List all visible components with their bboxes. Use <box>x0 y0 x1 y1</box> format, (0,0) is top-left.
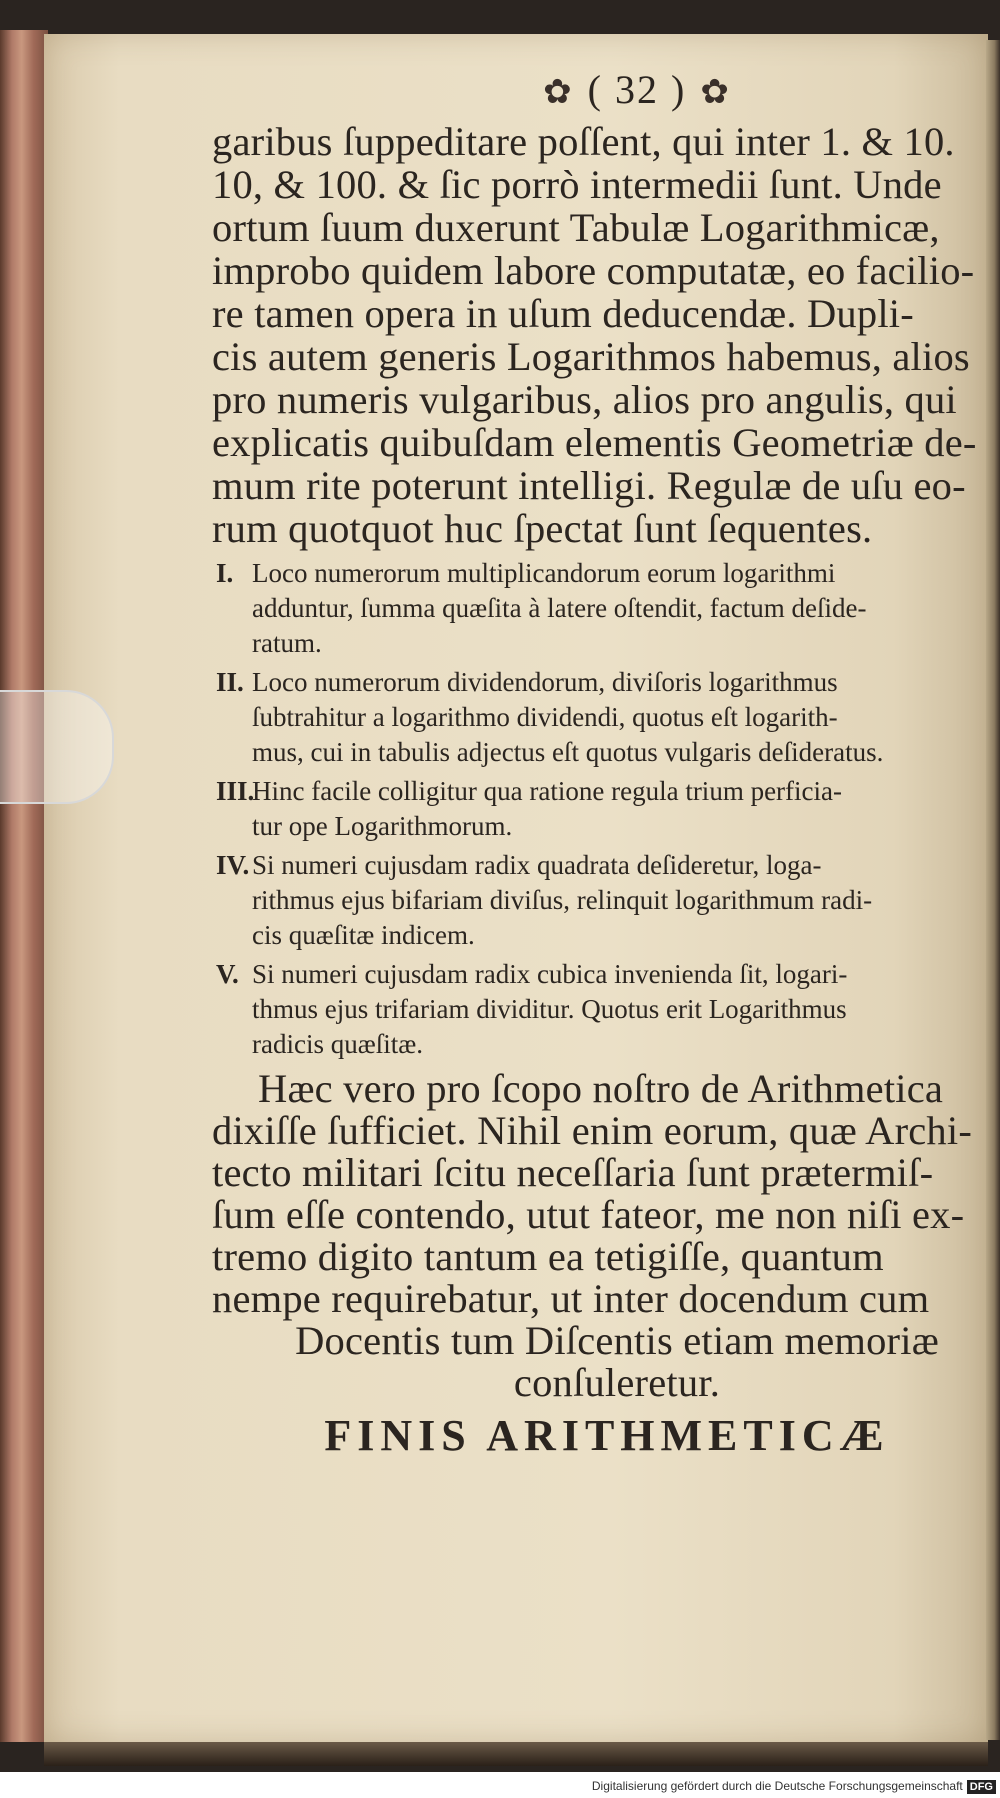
rule-line: radicis quæſitæ. <box>252 1029 423 1059</box>
rule-item <box>212 848 982 953</box>
digitization-footer <box>0 1776 996 1798</box>
rule-line: cis quæſitæ indicem. <box>252 920 475 950</box>
rule-number: V. <box>216 959 239 989</box>
finis-heading: FINIS ARITHMETICÆ <box>324 1411 890 1460</box>
rules-list <box>212 556 982 1062</box>
rule-number: III. <box>216 776 255 806</box>
text-line: tremo digito tantum ea tetigiſſe, quantum <box>212 1234 884 1279</box>
text-line: cis autem generis Logarithmos habemus, alios <box>212 334 970 379</box>
rule-item <box>212 556 982 661</box>
rule-line: tur ope Logarithmorum. <box>252 811 513 841</box>
rule-line: rithmus ejus bifariam diviſus, relinquit logarithmum radi- <box>252 885 873 915</box>
text-line: tecto militari ſcitu neceſſaria ſunt prætermiſ- <box>212 1150 934 1195</box>
ornament-right-icon: ✿ <box>700 74 731 111</box>
rule-number: I. <box>216 558 234 588</box>
rule-item <box>212 665 982 770</box>
rule-line: Si numeri cujusdam radix cubica invenienda ſit, logari- <box>252 959 848 989</box>
rule-line: mus, cui in tabulis adjectus eſt quotus vulgaris deſideratus. <box>252 737 884 767</box>
book-edge-right <box>986 40 1000 1740</box>
text-line: conſuleretur. <box>513 1360 721 1405</box>
rule-line: Loco numerorum multiplicandorum eorum logarithmi <box>252 558 836 588</box>
footer-credit: Digitalisierung gefördert durch die Deutsche Forschungsgemeinschaft <box>591 1779 963 1793</box>
text-line: ortum ſuum duxerunt Tabulæ Logarithmicæ, <box>212 205 940 250</box>
page-content <box>212 60 982 1461</box>
text-line: garibus ſuppeditare poſſent, qui inter 1. & 10. <box>212 119 955 164</box>
text-line: 10, & 100. & ſic porrò intermedii ſunt. Unde <box>212 162 942 207</box>
book-bottom-edge <box>44 1742 988 1766</box>
rule-number: II. <box>216 667 244 697</box>
rule-line: adduntur, ſumma quæſita à latere oſtendit, factum deſide- <box>252 593 867 623</box>
ornament-left-icon: ✿ <box>543 74 574 111</box>
text-line: Docentis tum Diſcentis etiam memoriæ <box>295 1318 939 1363</box>
text-line: dixiſſe ſufficiet. Nihil enim eorum, quæ Archi- <box>212 1108 973 1153</box>
rule-number: IV. <box>216 850 250 880</box>
text-line: nempe requirebatur, ut inter docendum cum <box>212 1276 930 1321</box>
text-line: re tamen opera in uſum deducendæ. Dupli- <box>212 291 914 336</box>
rule-line: thmus ejus trifariam dividitur. Quotus erit Logarithmus <box>252 994 847 1024</box>
rule-item <box>212 774 982 844</box>
dfg-logo: DFG <box>967 1780 996 1794</box>
page-number: ( 32 ) <box>587 67 687 112</box>
text-line: pro numeris vulgaribus, alios pro angulis, qui <box>212 377 957 422</box>
text-line: rum quotquot huc ſpectat ſunt ſequentes. <box>212 506 873 551</box>
page-header <box>292 60 982 120</box>
text-line: Hæc vero pro ſcopo noſtro de Arithmetica <box>258 1066 944 1111</box>
rule-line: Loco numerorum dividendorum, diviſoris logarithmus <box>252 667 838 697</box>
closing-paragraph <box>212 1068 982 1404</box>
rule-line: ratum. <box>252 628 322 658</box>
text-line: improbo quidem labore computatæ, eo facilio- <box>212 248 975 293</box>
rule-line: Hinc facile colligitur qua ratione regula trium perficia- <box>252 776 842 806</box>
text-line: explicatis quibuſdam elementis Geometriæ de- <box>212 420 977 465</box>
rule-line: Si numeri cujusdam radix quadrata deſideretur, loga- <box>252 850 822 880</box>
text-line: mum rite poterunt intelligi. Regulæ de uſu eo- <box>212 463 966 508</box>
rule-item <box>212 957 982 1062</box>
book-edge-left <box>0 30 48 1742</box>
page-tab-marker <box>0 690 114 804</box>
main-paragraph <box>212 120 982 550</box>
text-line: ſum eſſe contendo, utut fateor, me non niſi ex- <box>212 1192 965 1237</box>
rule-line: ſubtrahitur a logarithmo dividendi, quotus eſt logarith- <box>252 702 838 732</box>
